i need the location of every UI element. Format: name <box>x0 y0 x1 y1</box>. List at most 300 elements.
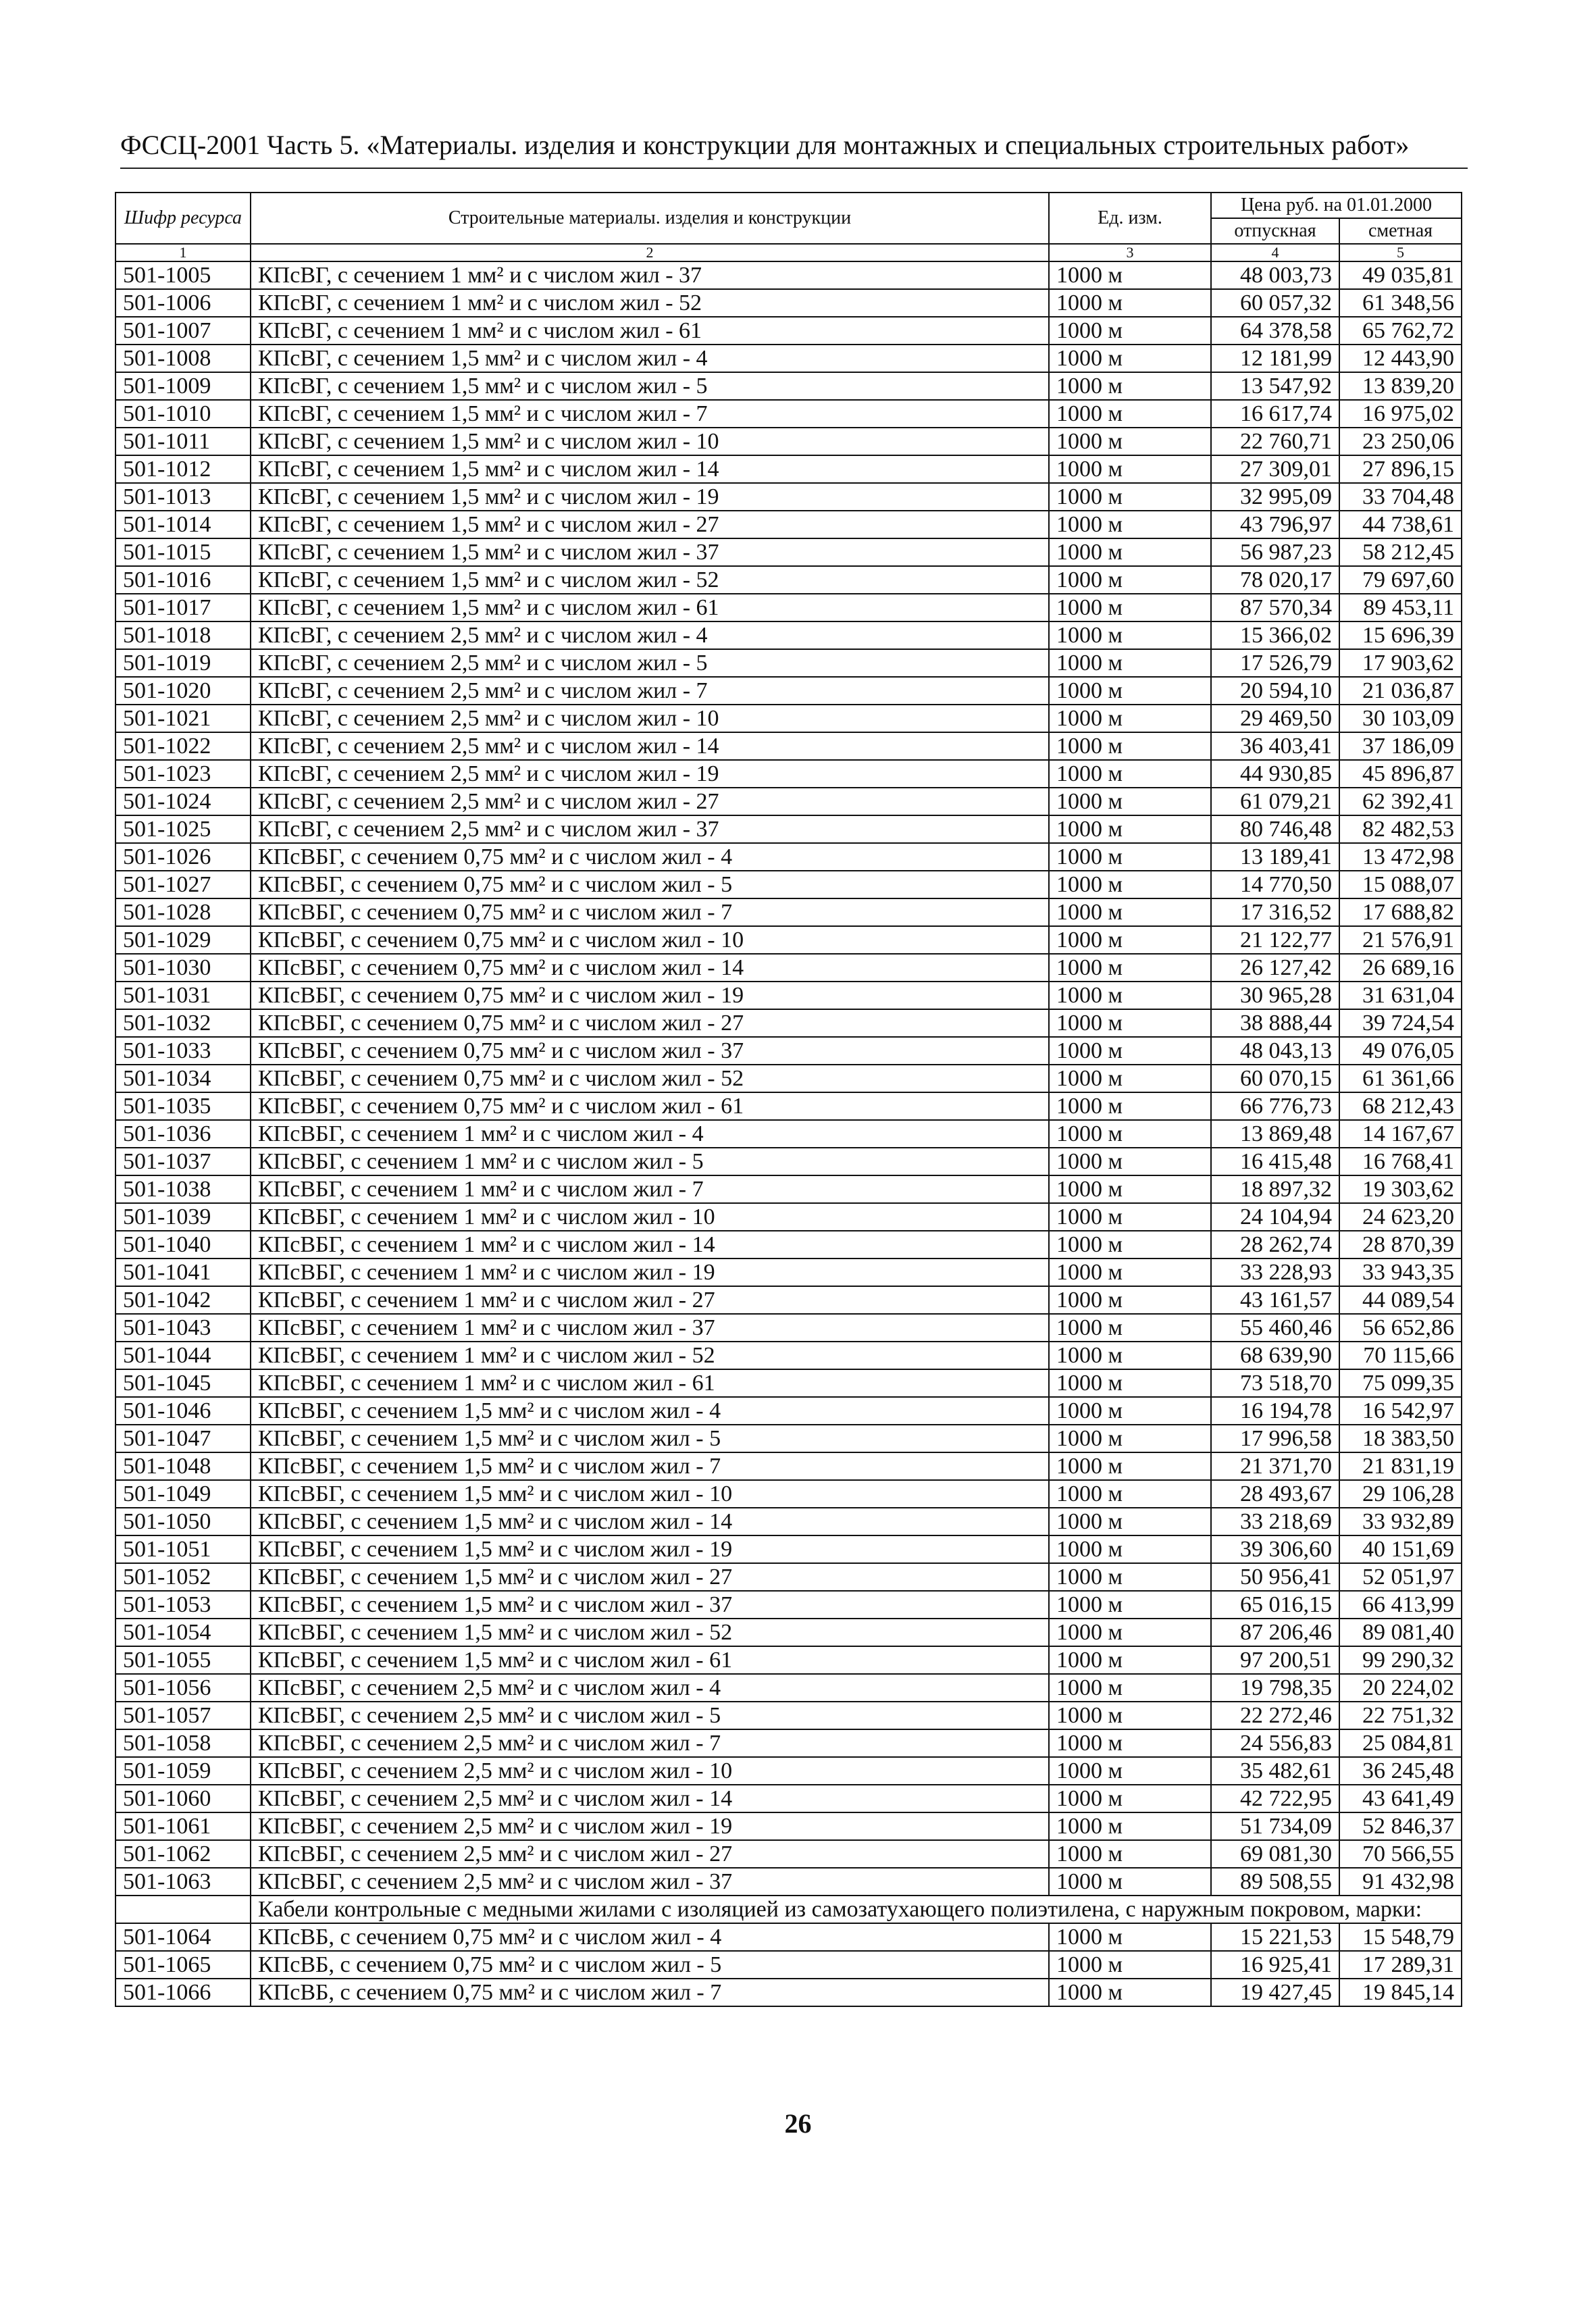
material-name: КПсВБГ, с сечением 0,75 мм² и с числом жил - 27 <box>251 1009 1049 1037</box>
price-estimate: 40 151,69 <box>1339 1535 1462 1563</box>
table-row <box>115 1951 1462 1979</box>
price-estimate: 45 896,87 <box>1339 760 1462 788</box>
material-name: КПсВГ, с сечением 2,5 мм² и с числом жил - 10 <box>251 705 1049 732</box>
price-estimate: 75 099,35 <box>1339 1369 1462 1397</box>
section-note-blank <box>115 1896 251 1923</box>
resource-code: 501-1006 <box>115 289 251 317</box>
price-estimate: 49 035,81 <box>1339 261 1462 289</box>
table-row <box>115 1148 1462 1175</box>
price-estimate: 70 566,55 <box>1339 1840 1462 1868</box>
price-estimate: 61 361,66 <box>1339 1065 1462 1092</box>
price-estimate: 22 751,32 <box>1339 1702 1462 1729</box>
table-row <box>115 677 1462 705</box>
material-name: КПсВГ, с сечением 1,5 мм² и с числом жил - 19 <box>251 483 1049 511</box>
unit-of-measure: 1000 м <box>1049 1397 1211 1425</box>
table-row <box>115 317 1462 345</box>
price-release: 50 956,41 <box>1211 1563 1339 1591</box>
price-release: 17 316,52 <box>1211 898 1339 926</box>
price-estimate: 19 845,14 <box>1339 1979 1462 2006</box>
price-estimate: 79 697,60 <box>1339 566 1462 594</box>
table-row <box>115 843 1462 871</box>
price-release: 16 617,74 <box>1211 400 1339 428</box>
price-estimate: 24 623,20 <box>1339 1203 1462 1231</box>
unit-of-measure: 1000 м <box>1049 317 1211 345</box>
material-name: КПсВБГ, с сечением 1,5 мм² и с числом жил - 7 <box>251 1452 1049 1480</box>
table-row <box>115 1508 1462 1535</box>
price-estimate: 17 688,82 <box>1339 898 1462 926</box>
resource-code: 501-1040 <box>115 1231 251 1259</box>
material-name: КПсВБГ, с сечением 1,5 мм² и с числом жил - 37 <box>251 1591 1049 1619</box>
price-release: 51 734,09 <box>1211 1812 1339 1840</box>
material-name: КПсВГ, с сечением 1,5 мм² и с числом жил - 27 <box>251 511 1049 538</box>
unit-of-measure: 1000 м <box>1049 1812 1211 1840</box>
unit-of-measure: 1000 м <box>1049 1314 1211 1342</box>
resource-code: 501-1055 <box>115 1646 251 1674</box>
price-estimate: 65 762,72 <box>1339 317 1462 345</box>
price-estimate: 36 245,48 <box>1339 1757 1462 1785</box>
unit-of-measure: 1000 м <box>1049 1923 1211 1951</box>
price-release: 13 547,92 <box>1211 372 1339 400</box>
unit-of-measure: 1000 м <box>1049 1868 1211 1896</box>
price-release: 12 181,99 <box>1211 345 1339 372</box>
resource-code: 501-1042 <box>115 1286 251 1314</box>
resource-code: 501-1007 <box>115 317 251 345</box>
price-release: 16 415,48 <box>1211 1148 1339 1175</box>
page-header-title: ФССЦ-2001 Часть 5. «Материалы. изделия и конструкции для монтажных и специальных строительных работ» <box>120 130 1410 160</box>
price-estimate: 18 383,50 <box>1339 1425 1462 1452</box>
table-row <box>115 1009 1462 1037</box>
material-name: КПсВГ, с сечением 2,5 мм² и с числом жил - 37 <box>251 815 1049 843</box>
table-row <box>115 788 1462 815</box>
table-row <box>115 1231 1462 1259</box>
price-release: 29 469,50 <box>1211 705 1339 732</box>
price-release: 39 306,60 <box>1211 1535 1339 1563</box>
price-estimate: 89 453,11 <box>1339 594 1462 621</box>
price-estimate: 68 212,43 <box>1339 1092 1462 1120</box>
price-release: 87 206,46 <box>1211 1619 1339 1646</box>
price-estimate: 13 472,98 <box>1339 843 1462 871</box>
material-name: КПсВГ, с сечением 2,5 мм² и с числом жил - 4 <box>251 621 1049 649</box>
resource-code: 501-1048 <box>115 1452 251 1480</box>
price-estimate: 23 250,06 <box>1339 428 1462 455</box>
price-estimate: 33 932,89 <box>1339 1508 1462 1535</box>
section-note-row <box>115 1896 1462 1923</box>
unit-of-measure: 1000 м <box>1049 898 1211 926</box>
resource-code: 501-1060 <box>115 1785 251 1812</box>
table-row <box>115 1757 1462 1785</box>
unit-of-measure: 1000 м <box>1049 1563 1211 1591</box>
unit-of-measure: 1000 м <box>1049 1840 1211 1868</box>
unit-of-measure: 1000 м <box>1049 511 1211 538</box>
unit-of-measure: 1000 м <box>1049 1951 1211 1979</box>
table-row <box>115 511 1462 538</box>
resource-code: 501-1044 <box>115 1342 251 1369</box>
unit-of-measure: 1000 м <box>1049 732 1211 760</box>
unit-of-measure: 1000 м <box>1049 954 1211 982</box>
price-estimate: 70 115,66 <box>1339 1342 1462 1369</box>
price-release: 30 965,28 <box>1211 982 1339 1009</box>
price-release: 27 309,01 <box>1211 455 1339 483</box>
price-estimate: 15 548,79 <box>1339 1923 1462 1951</box>
table-row <box>115 760 1462 788</box>
resource-code: 501-1038 <box>115 1175 251 1203</box>
price-estimate: 33 704,48 <box>1339 483 1462 511</box>
price-estimate: 82 482,53 <box>1339 815 1462 843</box>
material-name: КПсВБГ, с сечением 1 мм² и с числом жил - 10 <box>251 1203 1049 1231</box>
unit-of-measure: 1000 м <box>1049 815 1211 843</box>
unit-of-measure: 1000 м <box>1049 1286 1211 1314</box>
price-estimate: 44 738,61 <box>1339 511 1462 538</box>
material-name: КПсВБГ, с сечением 1,5 мм² и с числом жил - 27 <box>251 1563 1049 1591</box>
resource-code: 501-1065 <box>115 1951 251 1979</box>
price-estimate: 43 641,49 <box>1339 1785 1462 1812</box>
table-row <box>115 1120 1462 1148</box>
unit-of-measure: 1000 м <box>1049 1175 1211 1203</box>
resource-code: 501-1012 <box>115 455 251 483</box>
material-name: КПсВБГ, с сечением 2,5 мм² и с числом жил - 14 <box>251 1785 1049 1812</box>
price-estimate: 37 186,09 <box>1339 732 1462 760</box>
price-release: 26 127,42 <box>1211 954 1339 982</box>
table-row <box>115 261 1462 289</box>
price-estimate: 16 768,41 <box>1339 1148 1462 1175</box>
price-estimate: 89 081,40 <box>1339 1619 1462 1646</box>
price-release: 38 888,44 <box>1211 1009 1339 1037</box>
resource-code: 501-1036 <box>115 1120 251 1148</box>
price-release: 32 995,09 <box>1211 483 1339 511</box>
price-release: 16 194,78 <box>1211 1397 1339 1425</box>
material-name: КПсВБГ, с сечением 2,5 мм² и с числом жил - 7 <box>251 1729 1049 1757</box>
price-estimate: 66 413,99 <box>1339 1591 1462 1619</box>
material-name: КПсВБГ, с сечением 2,5 мм² и с числом жил - 4 <box>251 1674 1049 1702</box>
unit-of-measure: 1000 м <box>1049 483 1211 511</box>
resource-code: 501-1032 <box>115 1009 251 1037</box>
material-name: КПсВБ, с сечением 0,75 мм² и с числом жил - 5 <box>251 1951 1049 1979</box>
price-release: 14 770,50 <box>1211 871 1339 898</box>
table-row <box>115 1369 1462 1397</box>
unit-of-measure: 1000 м <box>1049 345 1211 372</box>
unit-of-measure: 1000 м <box>1049 1342 1211 1369</box>
table-row <box>115 1840 1462 1868</box>
unit-of-measure: 1000 м <box>1049 1452 1211 1480</box>
unit-of-measure: 1000 м <box>1049 1148 1211 1175</box>
material-name: КПсВГ, с сечением 1,5 мм² и с числом жил - 4 <box>251 345 1049 372</box>
resource-code: 501-1045 <box>115 1369 251 1397</box>
table-row <box>115 1175 1462 1203</box>
material-name: КПсВБГ, с сечением 1 мм² и с числом жил - 7 <box>251 1175 1049 1203</box>
column-number: 4 <box>1211 244 1339 261</box>
unit-of-measure: 1000 м <box>1049 289 1211 317</box>
price-release: 28 262,74 <box>1211 1231 1339 1259</box>
price-release: 73 518,70 <box>1211 1369 1339 1397</box>
price-estimate: 21 831,19 <box>1339 1452 1462 1480</box>
table-row <box>115 649 1462 677</box>
resource-code: 501-1061 <box>115 1812 251 1840</box>
table-row <box>115 1979 1462 2006</box>
material-name: КПсВБ, с сечением 0,75 мм² и с числом жил - 7 <box>251 1979 1049 2006</box>
table-row <box>115 1646 1462 1674</box>
price-estimate: 58 212,45 <box>1339 538 1462 566</box>
price-release: 42 722,95 <box>1211 1785 1339 1812</box>
resource-code: 501-1014 <box>115 511 251 538</box>
header-price-group: Цена руб. на 01.01.2000 <box>1211 193 1462 218</box>
material-name: КПсВБГ, с сечением 2,5 мм² и с числом жил - 27 <box>251 1840 1049 1868</box>
table-row <box>115 455 1462 483</box>
table-row <box>115 400 1462 428</box>
unit-of-measure: 1000 м <box>1049 1729 1211 1757</box>
resource-code: 501-1015 <box>115 538 251 566</box>
table-row <box>115 1812 1462 1840</box>
material-name: КПсВБГ, с сечением 1 мм² и с числом жил - 19 <box>251 1259 1049 1286</box>
price-release: 56 987,23 <box>1211 538 1339 566</box>
table-row <box>115 1065 1462 1092</box>
resource-code: 501-1017 <box>115 594 251 621</box>
resource-code: 501-1027 <box>115 871 251 898</box>
resource-code: 501-1050 <box>115 1508 251 1535</box>
unit-of-measure: 1000 м <box>1049 1757 1211 1785</box>
price-release: 55 460,46 <box>1211 1314 1339 1342</box>
resource-code: 501-1033 <box>115 1037 251 1065</box>
table-row <box>115 1535 1462 1563</box>
resource-code: 501-1058 <box>115 1729 251 1757</box>
material-name: КПсВБГ, с сечением 1 мм² и с числом жил - 52 <box>251 1342 1049 1369</box>
price-estimate: 25 084,81 <box>1339 1729 1462 1757</box>
header-code: Шифр ресурса <box>115 193 251 244</box>
unit-of-measure: 1000 м <box>1049 1009 1211 1037</box>
resource-code: 501-1052 <box>115 1563 251 1591</box>
unit-of-measure: 1000 м <box>1049 843 1211 871</box>
unit-of-measure: 1000 м <box>1049 1646 1211 1674</box>
material-name: КПсВБГ, с сечением 1,5 мм² и с числом жил - 61 <box>251 1646 1049 1674</box>
unit-of-measure: 1000 м <box>1049 621 1211 649</box>
unit-of-measure: 1000 м <box>1049 455 1211 483</box>
column-number: 1 <box>115 244 251 261</box>
table-row <box>115 1092 1462 1120</box>
price-estimate: 29 106,28 <box>1339 1480 1462 1508</box>
resource-code: 501-1013 <box>115 483 251 511</box>
price-estimate: 27 896,15 <box>1339 455 1462 483</box>
material-name: КПсВГ, с сечением 1,5 мм² и с числом жил - 5 <box>251 372 1049 400</box>
material-name: КПсВБГ, с сечением 0,75 мм² и с числом жил - 7 <box>251 898 1049 926</box>
resource-code: 501-1064 <box>115 1923 251 1951</box>
unit-of-measure: 1000 м <box>1049 1120 1211 1148</box>
unit-of-measure: 1000 м <box>1049 1092 1211 1120</box>
price-release: 16 925,41 <box>1211 1951 1339 1979</box>
material-name: КПсВБГ, с сечением 0,75 мм² и с числом жил - 19 <box>251 982 1049 1009</box>
price-estimate: 16 542,97 <box>1339 1397 1462 1425</box>
price-release: 43 796,97 <box>1211 511 1339 538</box>
material-name: КПсВГ, с сечением 2,5 мм² и с числом жил - 27 <box>251 788 1049 815</box>
table-row <box>115 621 1462 649</box>
price-release: 60 057,32 <box>1211 289 1339 317</box>
header-name: Строительные материалы. изделия и конструкции <box>251 193 1049 244</box>
unit-of-measure: 1000 м <box>1049 1065 1211 1092</box>
material-name: КПсВБ, с сечением 0,75 мм² и с числом жил - 4 <box>251 1923 1049 1951</box>
price-estimate: 31 631,04 <box>1339 982 1462 1009</box>
price-release: 15 221,53 <box>1211 1923 1339 1951</box>
price-estimate: 49 076,05 <box>1339 1037 1462 1065</box>
table-row <box>115 566 1462 594</box>
resource-code: 501-1008 <box>115 345 251 372</box>
resource-code: 501-1020 <box>115 677 251 705</box>
price-release: 78 020,17 <box>1211 566 1339 594</box>
table-row <box>115 982 1462 1009</box>
material-name: КПсВГ, с сечением 2,5 мм² и с числом жил - 7 <box>251 677 1049 705</box>
material-name: КПсВБГ, с сечением 1,5 мм² и с числом жил - 14 <box>251 1508 1049 1535</box>
table-row <box>115 815 1462 843</box>
resource-code: 501-1066 <box>115 1979 251 2006</box>
unit-of-measure: 1000 м <box>1049 428 1211 455</box>
material-name: КПсВГ, с сечением 1,5 мм² и с числом жил - 61 <box>251 594 1049 621</box>
header-divider <box>120 168 1468 169</box>
material-name: КПсВГ, с сечением 1 мм² и с числом жил - 61 <box>251 317 1049 345</box>
material-name: КПсВБГ, с сечением 0,75 мм² и с числом жил - 4 <box>251 843 1049 871</box>
resource-code: 501-1039 <box>115 1203 251 1231</box>
price-release: 43 161,57 <box>1211 1286 1339 1314</box>
unit-of-measure: 1000 м <box>1049 1425 1211 1452</box>
price-release: 13 869,48 <box>1211 1120 1339 1148</box>
material-name: КПсВБГ, с сечением 0,75 мм² и с числом жил - 52 <box>251 1065 1049 1092</box>
material-name: КПсВБГ, с сечением 0,75 мм² и с числом жил - 61 <box>251 1092 1049 1120</box>
price-estimate: 16 975,02 <box>1339 400 1462 428</box>
resource-code: 501-1054 <box>115 1619 251 1646</box>
price-estimate: 61 348,56 <box>1339 289 1462 317</box>
unit-of-measure: 1000 м <box>1049 1674 1211 1702</box>
resource-code: 501-1049 <box>115 1480 251 1508</box>
resource-code: 501-1028 <box>115 898 251 926</box>
resource-code: 501-1051 <box>115 1535 251 1563</box>
price-release: 64 378,58 <box>1211 317 1339 345</box>
material-name: КПсВБГ, с сечением 0,75 мм² и с числом жил - 37 <box>251 1037 1049 1065</box>
unit-of-measure: 1000 м <box>1049 649 1211 677</box>
unit-of-measure: 1000 м <box>1049 705 1211 732</box>
material-name: КПсВБГ, с сечением 1 мм² и с числом жил - 4 <box>251 1120 1049 1148</box>
resource-code: 501-1046 <box>115 1397 251 1425</box>
price-estimate: 19 303,62 <box>1339 1175 1462 1203</box>
price-estimate: 20 224,02 <box>1339 1674 1462 1702</box>
price-release: 17 526,79 <box>1211 649 1339 677</box>
resource-code: 501-1019 <box>115 649 251 677</box>
price-release: 66 776,73 <box>1211 1092 1339 1120</box>
price-estimate: 13 839,20 <box>1339 372 1462 400</box>
resource-code: 501-1016 <box>115 566 251 594</box>
material-name: КПсВГ, с сечением 1,5 мм² и с числом жил - 14 <box>251 455 1049 483</box>
price-release: 60 070,15 <box>1211 1065 1339 1092</box>
price-estimate: 28 870,39 <box>1339 1231 1462 1259</box>
resource-code: 501-1057 <box>115 1702 251 1729</box>
price-estimate: 15 088,07 <box>1339 871 1462 898</box>
price-release: 19 427,45 <box>1211 1979 1339 2006</box>
price-release: 15 366,02 <box>1211 621 1339 649</box>
price-release: 22 272,46 <box>1211 1702 1339 1729</box>
price-estimate: 52 051,97 <box>1339 1563 1462 1591</box>
price-release: 68 639,90 <box>1211 1342 1339 1369</box>
material-name: КПсВГ, с сечением 1,5 мм² и с числом жил - 52 <box>251 566 1049 594</box>
price-estimate: 30 103,09 <box>1339 705 1462 732</box>
table-row <box>115 732 1462 760</box>
price-release: 48 003,73 <box>1211 261 1339 289</box>
table-row <box>115 345 1462 372</box>
table-body <box>115 261 1462 2006</box>
material-name: КПсВГ, с сечением 1,5 мм² и с числом жил - 37 <box>251 538 1049 566</box>
resource-code: 501-1034 <box>115 1065 251 1092</box>
table-row <box>115 1314 1462 1342</box>
unit-of-measure: 1000 м <box>1049 1591 1211 1619</box>
material-name: КПсВГ, с сечением 1 мм² и с числом жил - 52 <box>251 289 1049 317</box>
price-estimate: 44 089,54 <box>1339 1286 1462 1314</box>
table-row <box>115 1702 1462 1729</box>
column-number: 5 <box>1339 244 1462 261</box>
price-estimate: 14 167,67 <box>1339 1120 1462 1148</box>
price-release: 18 897,32 <box>1211 1175 1339 1203</box>
material-name: КПсВБГ, с сечением 2,5 мм² и с числом жил - 37 <box>251 1868 1049 1896</box>
price-estimate: 62 392,41 <box>1339 788 1462 815</box>
resource-code: 501-1029 <box>115 926 251 954</box>
resource-code: 501-1022 <box>115 732 251 760</box>
resource-code: 501-1047 <box>115 1425 251 1452</box>
table-row <box>115 1203 1462 1231</box>
table-row <box>115 1729 1462 1757</box>
resource-code: 501-1056 <box>115 1674 251 1702</box>
price-release: 24 556,83 <box>1211 1729 1339 1757</box>
price-estimate: 12 443,90 <box>1339 345 1462 372</box>
table-row <box>115 1619 1462 1646</box>
material-name: КПсВГ, с сечением 1,5 мм² и с числом жил - 10 <box>251 428 1049 455</box>
price-release: 89 508,55 <box>1211 1868 1339 1896</box>
price-release: 35 482,61 <box>1211 1757 1339 1785</box>
price-release: 17 996,58 <box>1211 1425 1339 1452</box>
table-row <box>115 1591 1462 1619</box>
unit-of-measure: 1000 м <box>1049 1203 1211 1231</box>
resource-code: 501-1021 <box>115 705 251 732</box>
price-estimate: 21 036,87 <box>1339 677 1462 705</box>
table-row <box>115 1286 1462 1314</box>
price-estimate: 52 846,37 <box>1339 1812 1462 1840</box>
price-release: 44 930,85 <box>1211 760 1339 788</box>
material-name: КПсВБГ, с сечением 1 мм² и с числом жил - 14 <box>251 1231 1049 1259</box>
unit-of-measure: 1000 м <box>1049 982 1211 1009</box>
table-row <box>115 954 1462 982</box>
header-price-release: отпускная <box>1211 218 1339 244</box>
material-name: КПсВБГ, с сечением 0,75 мм² и с числом жил - 14 <box>251 954 1049 982</box>
unit-of-measure: 1000 м <box>1049 871 1211 898</box>
material-name: КПсВБГ, с сечением 2,5 мм² и с числом жил - 10 <box>251 1757 1049 1785</box>
unit-of-measure: 1000 м <box>1049 1480 1211 1508</box>
section-note-text: Кабели контрольные с медными жилами с изоляцией из самозатухающего полиэтилена, с наружным покровом, марки: <box>251 1896 1462 1923</box>
material-name: КПсВБГ, с сечением 0,75 мм² и с числом жил - 5 <box>251 871 1049 898</box>
unit-of-measure: 1000 м <box>1049 1619 1211 1646</box>
column-number: 2 <box>251 244 1049 261</box>
table-row <box>115 594 1462 621</box>
resource-code: 501-1053 <box>115 1591 251 1619</box>
unit-of-measure: 1000 м <box>1049 1702 1211 1729</box>
resource-code: 501-1024 <box>115 788 251 815</box>
price-estimate: 33 943,35 <box>1339 1259 1462 1286</box>
table-row <box>115 1425 1462 1452</box>
unit-of-measure: 1000 м <box>1049 1259 1211 1286</box>
table-row <box>115 1674 1462 1702</box>
unit-of-measure: 1000 м <box>1049 1231 1211 1259</box>
unit-of-measure: 1000 м <box>1049 1037 1211 1065</box>
price-release: 19 798,35 <box>1211 1674 1339 1702</box>
page-number: 26 <box>784 2108 812 2139</box>
table-row <box>115 1868 1462 1896</box>
unit-of-measure: 1000 м <box>1049 400 1211 428</box>
table-row <box>115 898 1462 926</box>
price-estimate: 91 432,98 <box>1339 1868 1462 1896</box>
unit-of-measure: 1000 м <box>1049 1508 1211 1535</box>
resource-code: 501-1023 <box>115 760 251 788</box>
unit-of-measure: 1000 м <box>1049 1979 1211 2006</box>
